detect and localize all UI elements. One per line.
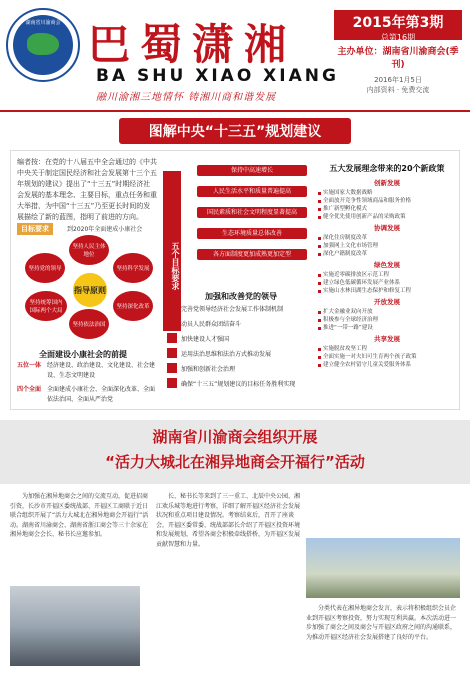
party-emblem-icon	[167, 318, 177, 328]
premise-title: 全面建设小康社会的前提	[39, 350, 127, 359]
issue-date: 2016年1月5日	[374, 76, 422, 84]
article-column-3: 分类代表在湘异地商会发言，表示将积极组织会员企业到开福区考察投资，努力实现互利共赢。本次活动进一步加强了商会之间及商会与开福区政府之间的沟通联系，为推动开福区经济社会发展搭建了良好的平台。	[306, 605, 457, 641]
five-concepts-panel	[317, 163, 457, 369]
section1-heading	[0, 118, 470, 144]
section2-title-line2: “活力大城北在湘异地商会开福行”活动	[105, 453, 365, 471]
leadership-text: 运用法治思维和法治方式推动发展	[181, 350, 272, 358]
header-divider	[0, 110, 470, 112]
principle-circle: 坚持党的领导	[25, 253, 65, 283]
policy-item: 实施国家大数据战略	[317, 189, 457, 197]
city-model-photo	[306, 538, 460, 598]
principle-circle: 坚持统筹国内国际两个大局	[25, 291, 67, 321]
chamber-logo	[6, 8, 80, 82]
party-emblem-icon	[167, 363, 177, 373]
premise-row	[17, 361, 157, 381]
issue-note: 内部资料 · 免费交流	[366, 86, 430, 94]
leadership-item	[167, 318, 307, 328]
goal-label: 目标要求	[17, 223, 53, 235]
issue-box	[334, 10, 462, 94]
leadership-list	[167, 303, 307, 393]
policy-item: 建立绿色低碳循环发展产业体系	[317, 279, 457, 287]
policy-item: 推进“一带一路”建设	[317, 324, 457, 332]
party-emblem-icon	[167, 333, 177, 343]
party-emblem-icon	[167, 378, 177, 388]
policy-item: 实施脱贫攻坚工程	[317, 345, 457, 353]
newspaper-title-en: BA SHU XIAO XIANG	[96, 66, 339, 86]
principle-circle: 坚持深化改革	[113, 291, 153, 321]
premise-value: 经济建设、政治建设、文化建设、社会建设、生态文明建设	[47, 362, 156, 379]
concept-heading: 绿色发展	[374, 261, 400, 269]
premise-key: 四个全面	[17, 386, 42, 393]
center-principle: 指导原则	[71, 271, 109, 309]
principle-circle: 坚持依法治国	[69, 309, 109, 339]
policy-item: 加强网上文化市场管理	[317, 242, 457, 250]
principles-diagram	[25, 235, 155, 339]
goal-item: 人民生活水平和质量普遍提高	[197, 186, 307, 197]
goal-item: 国民素质和社会文明程度显著提高	[197, 207, 307, 218]
leadership-title: 加强和改善党的领导	[205, 292, 277, 301]
premise-value: 全面建成小康社会、全面深化改革、全面依法治国、全面从严治党	[47, 386, 156, 403]
goal-item: 各方面制度更加成熟更加定型	[197, 249, 307, 260]
editor-note: 编者按：在党的十八届五中全会通过的《中共中央关于制定国民经济和社会发展第十三个五年规划的建议》提出了“十三五”时期经济社会发展的基本理念、主要目标，重点任务和重大举措，为中国“十三五”乃至更长时间的发展描绘了新的蓝图，指明了前进的方向。	[17, 158, 157, 221]
concept-heading: 开放发展	[374, 298, 400, 306]
section1-title: 图解中央“十三五”规划建议	[119, 118, 351, 144]
concept-heading: 创新发展	[374, 179, 400, 187]
policy-item: 实施山水林田湖生态保护和修复工程	[317, 287, 457, 295]
slogan: 融川渝湘三地情怀 铸湘川商和谐发展	[96, 92, 277, 103]
newspaper-title: 巴蜀潇湘	[88, 20, 297, 69]
masthead	[0, 0, 470, 108]
article-column-1: 为加强在湘异地商会之间的交流互动，促进招商引资，长沙市开福区委统战部、开福区工商联于近日联合组织开展了“活力大城北在湘异地商会开福行”活动。湖南省川渝商会、湖南省浙江商会等三十余家在湘异地商会会长、秘书长应邀参加。	[10, 493, 149, 538]
policy-item: 深化户籍制度改革	[317, 250, 457, 258]
goal-item: 保持中高速增长	[197, 165, 307, 176]
goal-item: 生态环境质量总体改善	[197, 228, 307, 239]
policy-item: 推广新型孵化模式	[317, 205, 457, 213]
principle-circle: 坚持人民主体地位	[69, 235, 109, 265]
issue-total: 总第16期	[380, 33, 416, 42]
goal-text: 到2020年全面建成小康社会	[67, 226, 143, 233]
section2-heading	[0, 420, 470, 484]
leadership-text: 加强和创新社会治理	[181, 365, 236, 373]
policy-item: 健全优先使用创新产品的采购政策	[317, 213, 457, 221]
policy-item: 建立健全农村留守儿童关爱服务体系	[317, 361, 457, 369]
issue-year: 2015年第3期	[352, 15, 444, 31]
leadership-text: 确保“十三五”规划建议的目标任务胜利实现	[181, 380, 296, 388]
party-emblem-icon	[167, 303, 177, 313]
leadership-item	[167, 303, 307, 313]
section2-title-line1: 湖南省川渝商会组织开展	[152, 428, 318, 446]
concept-heading: 协调发展	[374, 224, 400, 232]
premise-box	[17, 361, 157, 409]
leadership-item	[167, 348, 307, 358]
policy-item: 深化住房制度改革	[317, 234, 457, 242]
goals-vertical-label: 五个目标要求	[163, 171, 181, 331]
infographic-panel	[10, 150, 460, 410]
policy-item: 积极参与全球经济治理	[317, 316, 457, 324]
concept-heading: 共享发展	[374, 335, 400, 343]
group-photo	[10, 586, 140, 666]
policy-item: 实施近零碳排放区示范工程	[317, 271, 457, 279]
five-concepts-title: 五大发展理念带来的20个新政策	[329, 164, 445, 173]
party-emblem-icon	[167, 348, 177, 358]
article-column-2: 长、秘书长等来到了三一重工、北辰中央公园、湘江欢乐城等地进行考察，详细了解开福区经济社会发展状况和重点项目建设情况。考察结束后，召开了座谈会，开福区委常委、统战部部长介绍了开福区投资环境和发展规划，希望各商会积极牵线搭桥，为开福区发展贡献智慧和力量。	[156, 493, 300, 548]
premise-key: 五位一体	[17, 362, 42, 369]
logo-text: 湖南省川渝商会	[25, 20, 61, 26]
leadership-text: 加快建设人才强国	[181, 335, 230, 343]
leadership-item	[167, 333, 307, 343]
principle-circle: 坚持科学发展	[113, 253, 153, 283]
leadership-text: 动员人民群众团结奋斗	[181, 320, 242, 328]
leadership-item	[167, 378, 307, 388]
leadership-text: 完善党领导经济社会发展工作体制机制	[181, 305, 284, 313]
sponsor: 主办单位：湖南省川渝商会(季刊)	[337, 47, 459, 70]
policy-item: 全面放开竞争性领域商品和服务价格	[317, 197, 457, 205]
goals-list	[197, 165, 307, 270]
leadership-item	[167, 363, 307, 373]
policy-item: 扩大金融业双向开放	[317, 308, 457, 316]
premise-row	[17, 385, 157, 405]
policy-item: 全面实施一对夫妇可生育两个孩子政策	[317, 353, 457, 361]
